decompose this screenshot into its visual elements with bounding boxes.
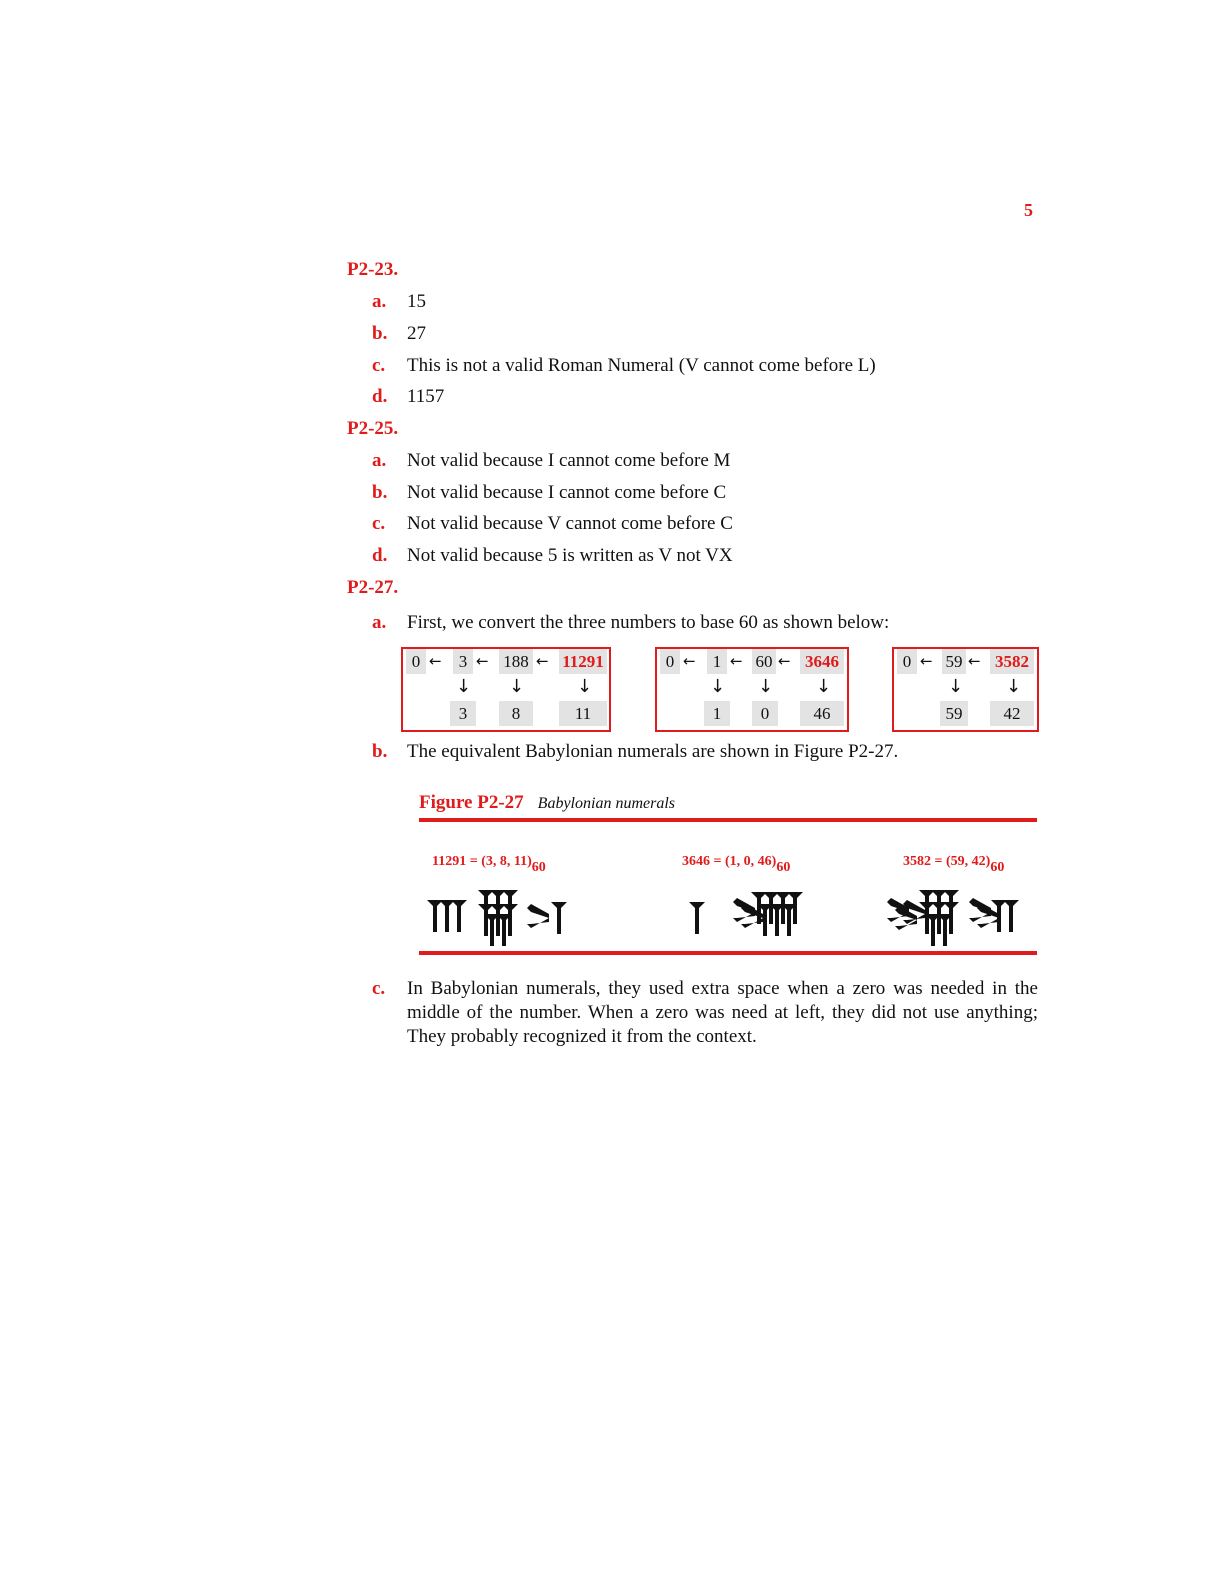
item-text: Not valid because I cannot come before M [407,450,731,471]
digit-cell: 3 [450,701,476,726]
item-label: b. [372,482,388,503]
list-item [372,323,426,345]
equation-text: 11291 = (3, 8, 11) [432,854,532,869]
list-item [372,741,898,763]
quotient-cell: 1 [707,649,727,674]
list-item [372,291,426,313]
item-text: The equivalent Babylonian numerals are shown in Figure P2-27. [407,741,899,762]
item-text: This is not a valid Roman Numeral (V cannot come before L) [407,355,876,376]
down-arrow-icon: ↓ [948,676,964,697]
down-arrow-icon: ↓ [577,676,593,697]
item-label: b. [372,741,388,762]
glyph-42 [969,898,1019,932]
list-item [372,450,730,472]
digit-cell: 0 [752,701,778,726]
left-arrow-icon: ← [683,652,696,670]
quotient-cell: 0 [406,649,426,674]
digit-cell: 1 [704,701,730,726]
problem-title-p2-27: P2-27. [347,577,399,598]
babylonian-numerals-illustration [419,884,1037,950]
item-label: d. [372,545,388,566]
original-number: 11291 [559,649,607,674]
equation-base: 60 [990,860,1005,875]
glyph-1 [689,902,705,934]
item-text: 27 [407,323,426,344]
conversion-box-3646 [655,647,849,732]
left-arrow-icon: ← [429,652,442,670]
item-text: Not valid because 5 is written as V not VX [407,545,733,566]
quotient-cell: 0 [897,649,917,674]
digit-cell: 8 [499,701,533,726]
item-text: First, we convert the three numbers to base 60 as shown below: [407,612,890,633]
original-number: 3582 [990,649,1034,674]
figure-label: Figure P2-27 [419,792,524,813]
quotient-cell: 60 [752,649,776,674]
glyph-3 [427,900,467,932]
digit-cell: 11 [559,701,607,726]
down-arrow-icon: ↓ [710,676,726,697]
quotient-cell: 0 [660,649,680,674]
down-arrow-icon: ↓ [1006,676,1022,697]
list-item [372,355,876,377]
list-item [372,977,1038,1049]
item-text: Not valid because V cannot come before C [407,513,733,534]
equation-11291 [432,854,546,876]
down-arrow-icon: ↓ [456,676,472,697]
list-item [372,386,444,408]
equation-base: 60 [776,860,791,875]
list-item [372,545,733,567]
glyph-46 [733,892,803,936]
page-number: 5 [1024,200,1033,220]
quotient-cell: 188 [499,649,533,674]
equation-3582 [903,854,1004,876]
equation-text: 3646 = (1, 0, 46) [682,854,777,869]
digit-cell: 46 [800,701,844,726]
item-text: Not valid because I cannot come before C [407,482,727,503]
quotient-cell: 59 [942,649,966,674]
digit-cell: 59 [940,701,968,726]
item-label: d. [372,386,388,407]
figure-caption: Babylonian numerals [537,795,675,812]
problem-title-p2-25: P2-25. [347,418,399,439]
item-text: 15 [407,291,426,312]
item-label: c. [372,513,386,534]
item-label: a. [372,612,387,633]
left-arrow-icon: ← [536,652,549,670]
item-text: 1157 [407,386,445,407]
item-label: a. [372,291,387,312]
glyph-11 [527,902,567,934]
equation-3646 [682,854,790,876]
quotient-cell: 3 [453,649,473,674]
down-arrow-icon: ↓ [816,676,832,697]
glyph-8 [478,890,518,946]
left-arrow-icon: ← [476,652,489,670]
problem-title-p2-23: P2-23. [347,259,399,280]
item-label: c. [372,978,386,999]
conversion-box-3582 [892,647,1039,732]
left-arrow-icon: ← [920,652,933,670]
equation-text: 3582 = (59, 42) [903,854,991,869]
original-number: 3646 [800,649,844,674]
digit-cell: 42 [990,701,1034,726]
figure-title [419,792,675,814]
glyph-59 [887,890,959,946]
item-label: c. [372,355,386,376]
conversion-box-11291 [401,647,611,732]
figure-top-rule [419,818,1037,822]
left-arrow-icon: ← [730,652,743,670]
down-arrow-icon: ↓ [758,676,774,697]
list-item [372,612,889,634]
figure-bottom-rule [419,951,1037,955]
list-item [372,482,726,504]
left-arrow-icon: ← [968,652,981,670]
equation-base: 60 [531,860,546,875]
item-label: b. [372,323,388,344]
list-item [372,513,733,535]
item-text: In Babylonian numerals, they used extra space when a zero was needed in the middle of the number. When a zero was need at left, they did not use anything; They probably recognized it from the context. [407,978,1038,1047]
down-arrow-icon: ↓ [509,676,525,697]
left-arrow-icon: ← [778,652,791,670]
item-label: a. [372,450,387,471]
